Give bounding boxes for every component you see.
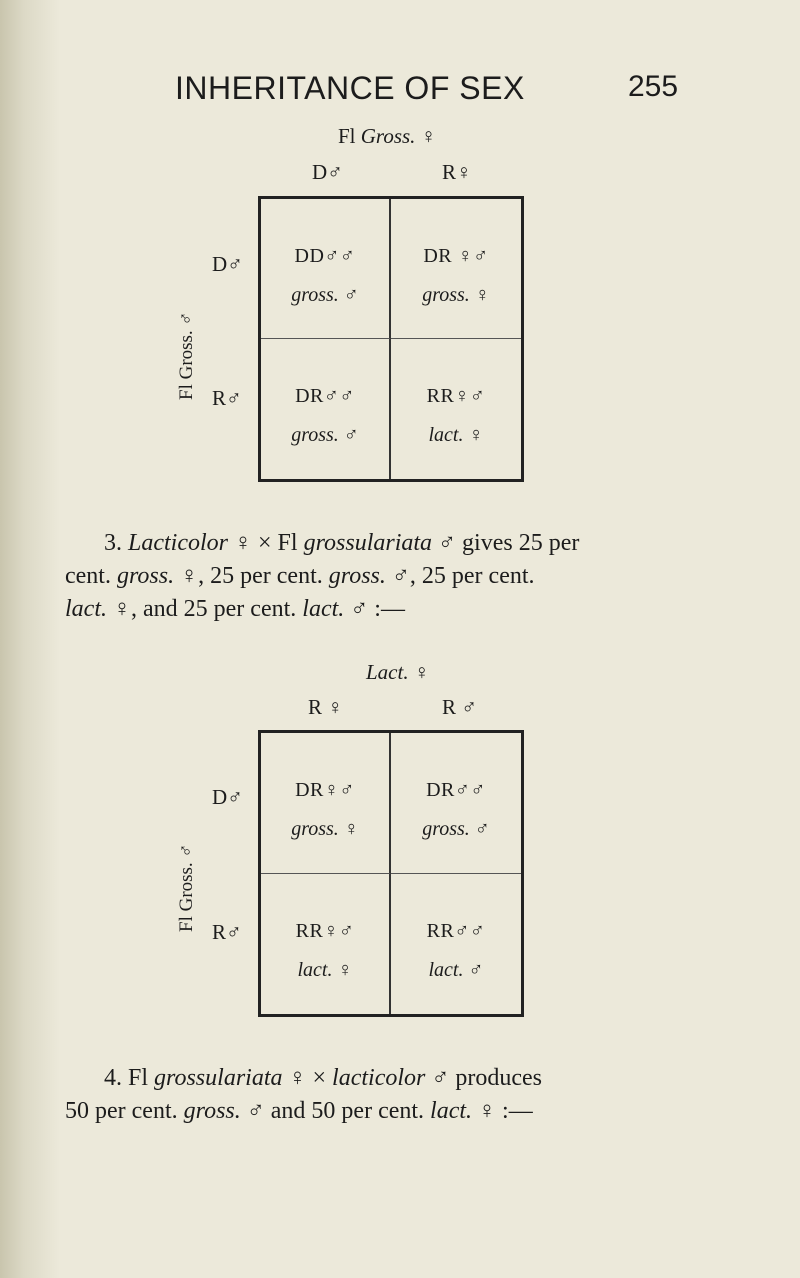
genotype: RR♀♂ <box>295 919 355 942</box>
genotype: DR♂♂ <box>426 779 486 801</box>
table1-col-header-2: R♀ <box>442 160 472 184</box>
table2-row-header-2: R♂ <box>212 920 242 944</box>
phenotype: lact. ♀ <box>297 958 353 981</box>
genotype: DR ♀♂ <box>423 245 489 267</box>
table1-cell <box>261 339 391 479</box>
text-run: ♂ gives 25 per <box>432 530 580 556</box>
table1-side-label: Fl Gross. ♂ <box>176 311 197 400</box>
table2-cell <box>261 733 391 874</box>
italic-run: lact. <box>430 1098 473 1124</box>
italic-run: lact. <box>65 596 107 622</box>
table1-cell <box>261 199 391 339</box>
italic-run: grossulariata <box>303 530 433 556</box>
text-run: 50 per cent. <box>65 1098 184 1124</box>
italic-run: gross. <box>116 563 175 589</box>
table2-punnett-grid <box>258 730 524 1017</box>
paragraph4-line1 <box>104 1062 542 1095</box>
page-edge-shadow <box>0 0 60 1278</box>
text-run: ♂ produces <box>425 1065 543 1091</box>
genotype: DD♂♂ <box>294 245 356 267</box>
table2-caption <box>366 660 430 685</box>
table1-caption-prefix: Fl <box>338 124 361 148</box>
table1-row-header-2: R♂ <box>212 386 242 410</box>
paragraph4-line2 <box>65 1095 533 1128</box>
running-header-title: INHERITANCE OF SEX <box>175 70 525 106</box>
italic-run: grossulariata <box>154 1065 283 1091</box>
table2-cell <box>261 874 391 1015</box>
table1-row-header-1: D♂ <box>212 252 243 276</box>
genotype: RR♂♂ <box>426 919 486 942</box>
table2-cell <box>391 733 521 874</box>
table2-col-header-2: R ♂ <box>442 695 478 719</box>
phenotype: gross. ♂ <box>422 818 490 840</box>
phenotype: lact. ♂ <box>428 958 484 981</box>
table2-side-label: Fl Gross. ♂ <box>176 843 197 932</box>
phenotype: gross. ♀ <box>422 284 490 306</box>
table1-cell <box>391 339 521 479</box>
table1-col-header-1: D♂ <box>312 160 343 184</box>
text-run: 3. <box>104 530 128 556</box>
italic-run: gross. <box>183 1098 241 1124</box>
table1-caption-suffix: ♀ <box>415 124 437 148</box>
paragraph3-line1 <box>104 527 579 560</box>
genotype: RR♀♂ <box>426 385 486 407</box>
italic-run: Lacticolor <box>128 530 228 556</box>
page-number: 255 <box>628 70 679 103</box>
table2-caption-italic: Lact. <box>366 660 409 684</box>
table2-col-header-1: R ♀ <box>308 695 344 719</box>
text-run: ♀, and 25 per cent. <box>107 596 303 622</box>
text-run: ♀ × <box>282 1065 333 1091</box>
text-run: ♀ :— <box>472 1098 533 1124</box>
italic-run: lacticolor <box>332 1065 426 1091</box>
table1-caption-italic: Gross. <box>360 124 416 148</box>
text-run: ♂ and 50 per cent. <box>240 1098 431 1124</box>
text-run: ♂, 25 per cent. <box>385 563 535 589</box>
genotype: DR♀♂ <box>295 779 355 801</box>
table2-caption-suffix: ♀ <box>408 660 430 684</box>
phenotype: gross. ♂ <box>291 284 359 306</box>
italic-run: lact. <box>302 596 345 622</box>
table1-caption <box>338 124 436 149</box>
table2-row-header-1: D♂ <box>212 785 243 809</box>
text-run: cent. <box>65 563 117 589</box>
text-run: ♀, 25 per cent. <box>174 563 329 589</box>
italic-run: gross. <box>328 563 386 589</box>
table1-cell <box>391 199 521 339</box>
paragraph3-line2 <box>65 560 535 593</box>
phenotype: gross. ♀ <box>291 818 359 840</box>
text-run: ♀ × Fl <box>228 530 304 556</box>
text-run: ♂ :— <box>344 596 405 622</box>
phenotype: lact. ♀ <box>428 424 484 446</box>
genotype: DR♂♂ <box>295 385 355 407</box>
phenotype: gross. ♂ <box>291 424 359 446</box>
table2-cell <box>391 874 521 1015</box>
text-run: 4. Fl <box>104 1065 155 1091</box>
paragraph3-line3 <box>65 593 405 626</box>
table1-punnett-grid <box>258 196 524 482</box>
